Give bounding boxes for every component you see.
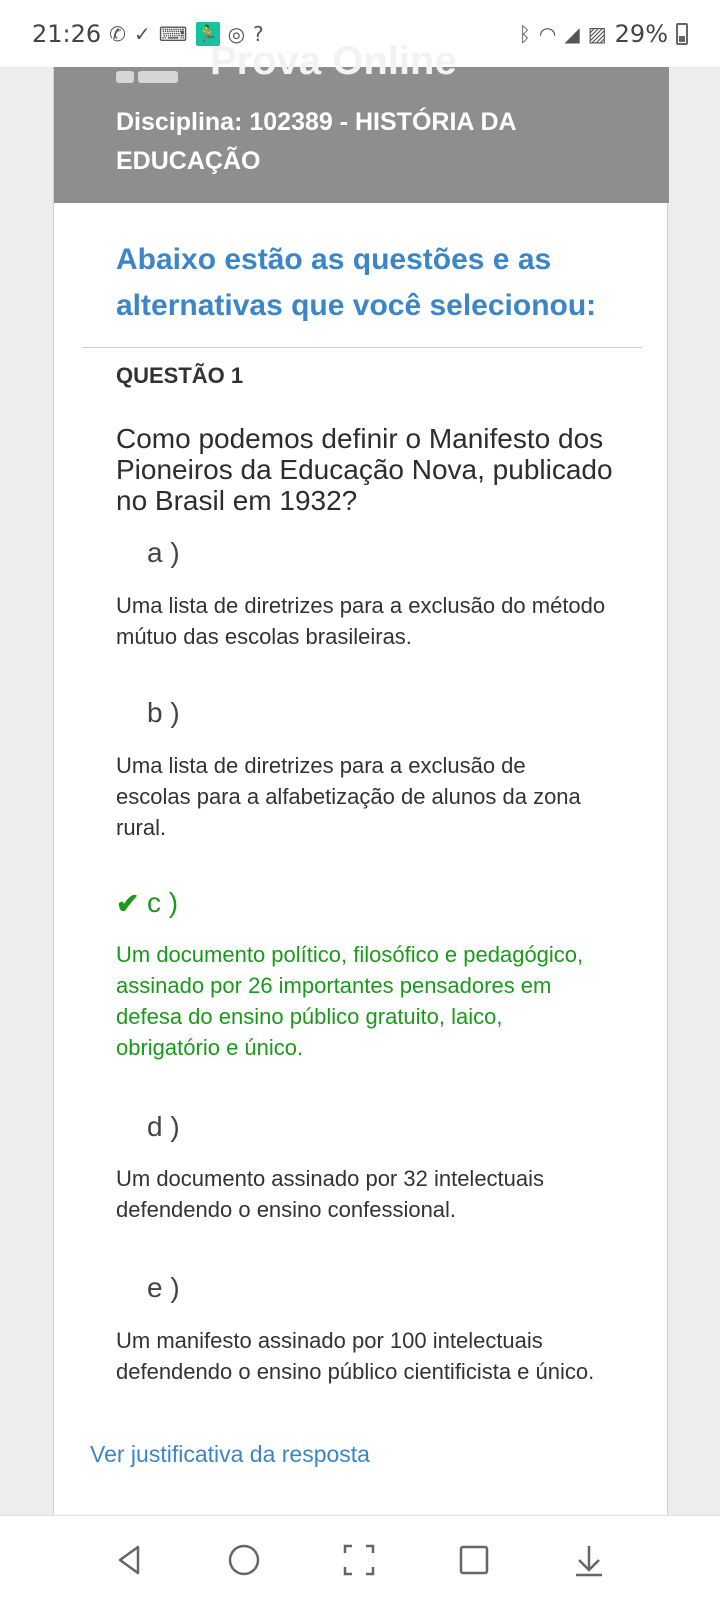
option-a-letter: a ) (147, 537, 180, 568)
page-title: Prova Online (210, 39, 457, 83)
back-icon[interactable] (112, 1542, 148, 1578)
signal-icon: ◢ (564, 21, 580, 46)
wifi-icon: ◠ (538, 21, 557, 46)
download-done-icon: ✓ (133, 21, 151, 46)
download-icon[interactable] (571, 1542, 607, 1578)
option-e-letter: e ) (147, 1272, 180, 1303)
instagram-icon: ◎ (227, 21, 246, 46)
option-a-text: Uma lista de diretrizes para a exclusão do método mútuo das escolas brasileiras. (116, 593, 606, 649)
signal-unknown-icon: ? (253, 21, 264, 46)
translate-icon: ⌨ (158, 21, 188, 46)
home-icon[interactable] (226, 1542, 262, 1578)
battery-icon (676, 23, 688, 45)
navigation-bar (0, 1515, 720, 1600)
question-text: Como podemos definir o Manifesto dos Pioneiros da Educação Nova, publicado no Brasil em 1932? (116, 423, 613, 516)
recents-icon[interactable] (456, 1542, 492, 1578)
option-c-letter: c ) (147, 887, 179, 918)
option-e-text: Um manifesto assinado por 100 intelectuais defendendo o ensino público cientificista e único. (116, 1328, 595, 1384)
screenshot-icon[interactable] (341, 1542, 377, 1578)
bluetooth-icon: ᛒ (518, 21, 531, 46)
divider (82, 347, 642, 348)
view-justification-link[interactable]: Ver justificativa da resposta (90, 1441, 370, 1467)
option-b-text: Uma lista de diretrizes para a exclusão de escolas para a alfabetização de alunos da zona rural. (116, 753, 581, 840)
question-label: QUESTÃO 1 (116, 363, 244, 388)
sim-icon: ▨ (587, 21, 607, 46)
battery-percent: 29% (614, 19, 668, 48)
intro-heading: Abaixo estão as questões e as alternativas que você selecionou: (116, 243, 597, 322)
exam-review-page (53, 39, 668, 1515)
fitness-icon: 🏃 (196, 22, 220, 46)
option-b-letter: b ) (147, 697, 180, 728)
logo-icon (116, 71, 178, 83)
check-icon: ✔ (116, 888, 140, 919)
status-time: 21:26 (32, 19, 102, 48)
whatsapp-icon: ✆ (109, 21, 126, 46)
option-c-text: Um documento político, filosófico e pedagógico, assinado por 26 importantes pensadores em defesa do ensino público gratuito, laico, obrigatório e único. (116, 942, 584, 1060)
header-band (54, 39, 669, 203)
discipline-title: Disciplina: 102389 - HISTÓRIA DA EDUCAÇÃO (116, 108, 516, 175)
option-d-letter: d ) (147, 1111, 180, 1142)
option-d-text: Um documento assinado por 32 intelectuais defendendo o ensino confessional. (116, 1166, 545, 1222)
